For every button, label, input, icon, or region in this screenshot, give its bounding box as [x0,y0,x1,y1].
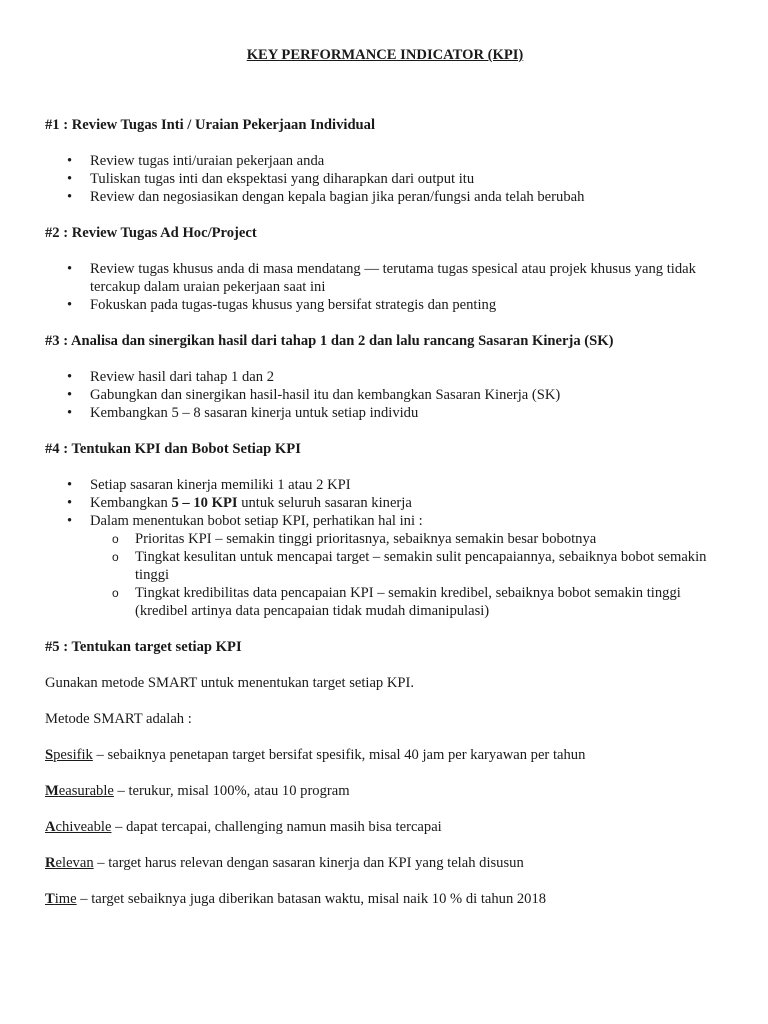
list-item: • Setiap sasaran kinerja memiliki 1 atau 2 KPI [67,477,351,493]
kpi-range-emphasis: 5 – 10 KPI [171,495,238,511]
list-item: • Gabungkan dan sinergikan hasil-hasil itu dan kembangkan Sasaran Kinerja (SK) [67,387,561,403]
list-item: • Tuliskan tugas inti dan ekspektasi yang diharapkan dari output itu [67,171,475,187]
bullet-marker: • [67,297,73,313]
bullet-marker: • [67,387,73,403]
section-1-heading: #1 : Review Tugas Inti / Uraian Pekerjaan Individual [45,117,376,133]
section-4-list [45,476,725,620]
list-item: • Review tugas khusus anda di masa mendatang — terutama tugas spesical atau projek khusus yang tidak tercakup dalam uraian pekerjaan saat ini [67,261,696,295]
smart-item-time: Time – target sebaiknya juga diberikan batasan waktu, misal naik 10 % di tahun 2018 [45,891,547,907]
sub-bullet-marker: o [112,550,119,564]
bullet-marker: • [67,477,73,493]
bullet-marker: • [67,495,73,511]
weighting-sublist [90,530,725,620]
list-item: • Review hasil dari tahap 1 dan 2 [67,369,274,385]
smart-item-relevant: Relevan – target harus relevan dengan sasaran kinerja dan KPI yang telah disusun [45,855,524,871]
document-title: KEY PERFORMANCE INDICATOR (KPI) [246,47,524,63]
section-2-list [45,260,725,314]
bullet-marker: • [67,405,73,421]
list-item: • Kembangkan 5 – 10 KPI untuk seluruh sasaran kinerja [67,495,412,511]
section-3-heading: #3 : Analisa dan sinergikan hasil dari tahap 1 dan 2 dan lalu rancang Sasaran Kinerja (SK) [45,333,614,349]
sub-list-item: o Tingkat kredibilitas data pencapaian KPI – semakin kredibel, sebaiknya bobot semakin tinggi (kredibel artinya data pencapaian tidak mudah dimanipulasi) [112,585,681,619]
smart-item-specific: Spesifik – sebaiknya penetapan target bersifat spesifik, misal 40 jam per karyawan per tahun [45,747,586,763]
sub-bullet-marker: o [112,532,119,546]
bullet-marker: • [67,171,73,187]
list-item: • Review dan negosiasikan dengan kepala bagian jika peran/fungsi anda telah berubah [67,189,585,205]
bullet-marker: • [67,369,73,385]
smart-item-achievable: Achiveable – dapat tercapai, challenging namun masih bisa tercapai [45,819,442,835]
sub-bullet-marker: o [112,586,119,600]
smart-label: Metode SMART adalah : [45,711,192,727]
sub-list-item: o Prioritas KPI – semakin tinggi prioritasnya, sebaiknya semakin besar bobotnya [112,531,597,547]
smart-item-measurable: Measurable – terukur, misal 100%, atau 10 program [45,783,350,799]
document-page [45,46,725,926]
section-4-heading: #4 : Tentukan KPI dan Bobot Setiap KPI [45,441,301,457]
bullet-marker: • [67,189,73,205]
bullet-marker: • [67,153,73,169]
smart-intro: Gunakan metode SMART untuk menentukan target setiap KPI. [45,675,415,691]
list-item: • Dalam menentukan bobot setiap KPI, perhatikan hal ini : o Prioritas KPI – semakin tinggi prioritasnya, sebaiknya semakin besar bobotnya o Tingkat kesulitan untuk mencapai target – semakin sulit pencapaiannya, sebaiknya bobot semakin tinggi o Tingkat kredibilitas data pencapaian KPI – semakin kredibel, sebaiknya bobot semakin tinggi (kredibel artinya data pencapaian tidak mudah dimanipulasi) [45,512,725,620]
section-5-heading: #5 : Tentukan target setiap KPI [45,639,242,655]
section-1-list [45,152,725,206]
section-3-list [45,368,725,422]
bullet-marker: • [67,261,73,277]
bullet-marker: • [67,513,73,529]
list-item: • Fokuskan pada tugas-tugas khusus yang bersifat strategis dan penting [67,297,497,313]
section-2-heading: #2 : Review Tugas Ad Hoc/Project [45,225,257,241]
sub-list-item: o Tingkat kesulitan untuk mencapai target – semakin sulit pencapaiannya, sebaiknya bobot semakin tinggi [112,549,707,583]
list-item: • Review tugas inti/uraian pekerjaan anda [67,153,325,169]
list-item: • Kembangkan 5 – 8 sasaran kinerja untuk setiap individu [67,405,419,421]
